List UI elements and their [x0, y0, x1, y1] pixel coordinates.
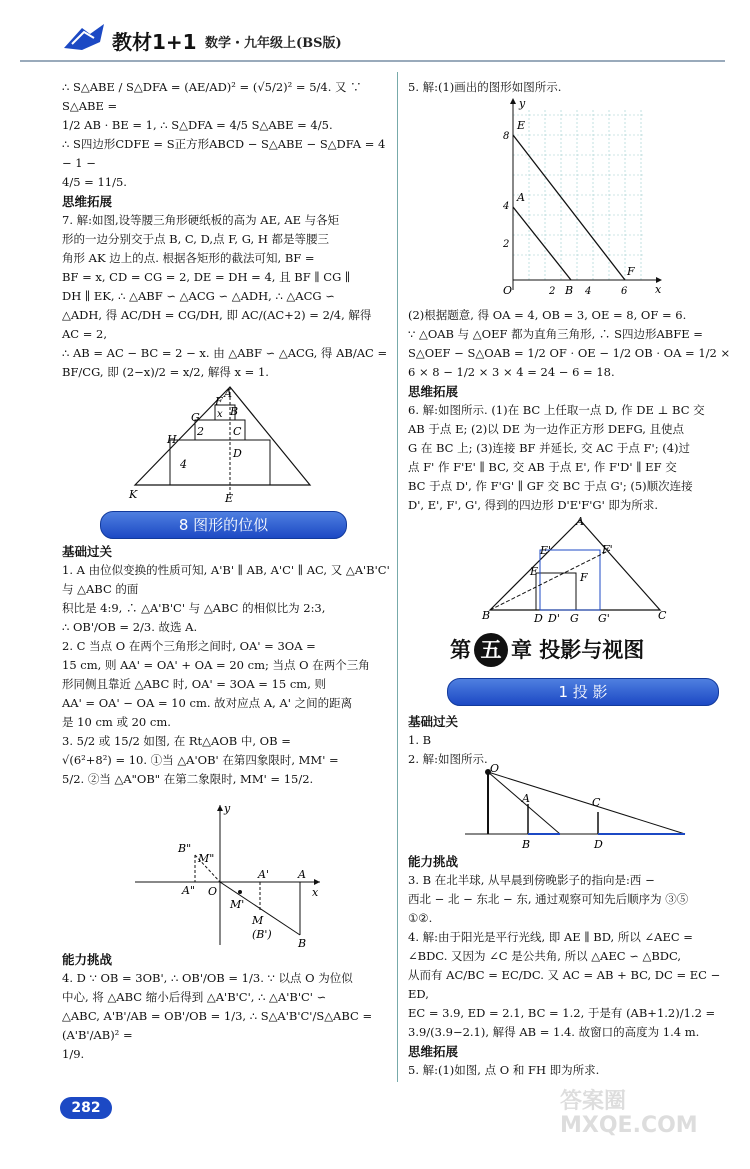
column-divider [397, 72, 398, 1082]
text-line: 点 F' 作 F'E' ∥ BC, 交 AB 于点 E', 作 F'D' ∥ EF 交 [408, 460, 677, 474]
tick-4: 4 [503, 201, 510, 212]
watermark-url: MXQE.COM [560, 1113, 698, 1138]
shadow-projection-figure [460, 762, 690, 852]
text-line: 2. C 当点 O 在两个三角形之间时, OA' = 3OA = [62, 639, 316, 653]
svg-text:M": M" [198, 852, 215, 865]
text-line: 从而有 AC/BC = EC/DC. 又 AC = AB + BC, DC = EC − ED, [408, 968, 721, 1001]
section-banner-1: 1 投 影 [447, 678, 719, 706]
text-line: EC = 3.9, ED = 2.1, BC = 1.2, 于是有 (AB+1.2)/1.2 = [408, 1006, 716, 1020]
text-line: 7. 解:如图,设等腰三角形硬纸板的高为 AE, AE 与各矩 [62, 213, 340, 227]
text-line: 4/5 = 11/5. [62, 175, 127, 189]
text-line: 15 cm, 则 AA' = OA' + OA = 20 cm; 当点 O 在两个三角 [62, 658, 370, 672]
page-number: 282 [60, 1097, 112, 1119]
text-line: 形同侧且靠近 △ABC 时, OA' = 3OA = 15 cm, 则 [62, 677, 327, 691]
grid-coordinate-figure [495, 95, 670, 305]
text-line: 5/2. ②当 △A"OB" 在第二象限时, MM' = 15/2. [62, 772, 314, 786]
text-line: (2)根据题意, 得 OA = 4, OB = 3, OE = 8, OF = 6. [408, 308, 687, 322]
svg-text:E': E' [540, 544, 552, 557]
text-line: 1/9. [62, 1047, 85, 1061]
text-line: S△OEF − S△OAB = 1/2 OF · OE − 1/2 OB · OA = 1/2 × [408, 346, 731, 360]
svg-text:A: A [298, 868, 306, 881]
left-column-bottom [62, 950, 390, 1064]
tick-2: 2 [503, 239, 510, 250]
chapter-number: 五 [474, 633, 508, 667]
svg-text:A: A [576, 515, 584, 528]
point-A-label: A [517, 191, 525, 204]
text-line: BF = x, CD = CG = 2, DE = DH = 4, 且 BF ∥ CG ∥ [62, 270, 351, 284]
text-line: 6. 解:如图所示. (1)在 BC 上任取一点 D, 作 DE ⊥ BC 交 [408, 403, 705, 417]
text-line: 3.9/(3.9−2.1), 解得 AB = 1.4. 故窗口的高度为 1.4 m. [408, 1025, 700, 1039]
svg-text:x: x [312, 886, 319, 899]
svg-text:D': D' [548, 612, 560, 625]
text-line: BF/CG, 即 (2−x)/2 = x/2, 解得 x = 1. [62, 365, 269, 379]
svg-text:D: D [594, 838, 603, 851]
right-column-bottom [408, 852, 742, 1080]
section-banner-8: 8 图形的位似 [100, 511, 347, 539]
text-line: AA' = OA' − OA = 10 cm. 故对应点 A, A' 之间的距离 [62, 696, 353, 710]
svg-text:4: 4 [180, 458, 187, 471]
svg-text:M: M [252, 914, 264, 927]
svg-text:x: x [217, 409, 223, 420]
svg-text:G: G [191, 411, 200, 424]
svg-text:B: B [298, 937, 307, 950]
tick-8: 8 [503, 131, 510, 142]
watermark [560, 1090, 698, 1138]
text-line: D', E', F', G', 得到的四边形 D'E'F'G' 即为所求. [408, 498, 659, 512]
svg-text:F': F' [602, 543, 613, 556]
chapter-title [450, 633, 644, 667]
section-heading: 基础过关 [408, 714, 459, 729]
origin-label: O [503, 284, 513, 297]
svg-text:B: B [230, 405, 239, 418]
section-heading: 思维拓展 [408, 1044, 459, 1059]
text-line: 1/2 AB · BE = 1, ∴ S△DFA = 4/5 S△ABE = 4/5. [62, 118, 333, 132]
text-line: DH ∥ EK, ∴ △ABF ∽ △ACG ∽ △ADH, ∴ △ACG ∽ [62, 289, 335, 303]
triangle-rectangles-figure [125, 385, 315, 505]
text-line: AB 于点 E; (2)以 DE 为一边作正方形 DEFG, 且使点 [408, 422, 685, 436]
inscribed-square-figure [480, 515, 670, 625]
xtick-2: 2 [549, 286, 556, 297]
svg-text:M': M' [230, 898, 245, 911]
svg-text:C: C [233, 425, 242, 438]
svg-text:B: B [522, 838, 531, 851]
text-line: 4. D ∵ OB = 3OB', ∴ OB'/OB = 1/3. ∵ 以点 O 为位似 [62, 971, 353, 985]
svg-text:A: A [224, 387, 232, 400]
text-line: ∴ S△ABE / S△DFA = (AE/AD)² = (√5/2)² = 5/4. 又 ∵ S△ABE = [62, 80, 362, 113]
svg-text:O: O [208, 885, 218, 898]
left-column [62, 78, 390, 382]
svg-text:(B'): (B') [252, 928, 272, 941]
section-heading: 思维拓展 [408, 384, 459, 399]
right-column-mid [408, 306, 742, 515]
text-line: 4. 解:由于阳光是平行光线, 即 AE ∥ BD, 所以 ∠AEC = [408, 930, 693, 944]
section-heading: 能力挑战 [408, 854, 459, 869]
text-line: 6 × 8 − 1/2 × 3 × 4 = 24 − 6 = 18. [408, 365, 615, 379]
text-line: 是 10 cm 或 20 cm. [62, 715, 171, 729]
svg-text:D: D [534, 612, 543, 625]
svg-text:A': A' [258, 868, 269, 881]
text-line: 3. B 在北半球, 从早晨到傍晚影子的指向是:西 − [408, 873, 655, 887]
section-heading: 思维拓展 [62, 194, 113, 209]
axis-label-x: x [655, 283, 662, 296]
svg-text:K: K [129, 488, 138, 501]
text-line: 1. A 由位似变换的性质可知, A'B' ∥ AB, A'C' ∥ AC, 又 △A'B'C' 与 △ABC 的面 [62, 563, 390, 596]
book-brand: 教材1+1 [112, 30, 197, 54]
svg-text:G: G [570, 612, 579, 625]
coordinate-similarity-figure [130, 800, 330, 950]
text-line: ∠BDC. 又因为 ∠C 是公共角, 所以 △AEC ∽ △BDC, [408, 949, 682, 963]
text-line: 角形 AK 边上的点. 根据各矩形的截法可知, BF = [62, 251, 315, 265]
left-column-lower [62, 542, 390, 789]
page-header [0, 0, 750, 62]
svg-text:E: E [225, 492, 234, 505]
svg-text:C: C [592, 796, 601, 809]
text-line: 中心, 将 △ABC 缩小后得到 △A'B'C', ∴ △A'B'C' ∽ [62, 990, 327, 1004]
header-rule [20, 60, 725, 62]
text-line: △ABC, A'B'/AB = OB'/OB = 1/3, ∴ S△A'B'C'/S△ABC = (A'B'/AB)² = [62, 1009, 373, 1042]
text-line: 5. 解:(1)如图, 点 O 和 FH 即为所求. [408, 1063, 600, 1077]
watermark-text: 答案圈 [560, 1089, 627, 1114]
svg-text:B: B [482, 609, 491, 622]
text-line: 5. 解:(1)画出的图形如图所示. [408, 80, 562, 94]
point-E-label: E [517, 119, 526, 132]
text-line: 形的一边分别交于点 B, C, D,点 F, G, H 都是等腰三 [62, 232, 330, 246]
section-heading: 能力挑战 [62, 952, 113, 967]
text-line: ①②. [408, 911, 433, 925]
chapter-name: 章 投影与视图 [511, 638, 645, 662]
text-line: 2. 解:如图所示. [408, 752, 488, 766]
svg-text:G': G' [598, 612, 610, 625]
axis-label-y: y [519, 97, 526, 110]
xtick-4: 4 [585, 286, 592, 297]
svg-text:D: D [233, 447, 242, 460]
right-column-lower [408, 712, 742, 769]
xtick-6: 6 [621, 286, 628, 297]
book-subject: 数学・九年级上(BS版) [205, 36, 342, 51]
book-logo-icon [60, 20, 108, 54]
text-line: 西北 − 北 − 东北 − 东, 通过观察可知先后顺序为 ③⑤ [408, 892, 689, 906]
text-line: 1. B [408, 733, 432, 747]
text-line: ∴ S四边形CDFE = S正方形ABCD − S△ABE − S△DFA = 4 − 1 − [62, 137, 386, 170]
text-line: ∵ △OAB 与 △OEF 都为直角三角形, ∴ S四边形ABFE = [408, 327, 703, 341]
svg-text:B": B" [178, 842, 192, 855]
text-line: √(6²+8²) = 10. ①当 △A'OB' 在第四象限时, MM' = [62, 753, 339, 767]
svg-text:C: C [658, 609, 667, 622]
svg-text:H: H [167, 433, 177, 446]
svg-text:F: F [215, 395, 223, 408]
svg-text:2: 2 [197, 425, 204, 438]
svg-text:A: A [522, 792, 530, 805]
text-line: △ADH, 得 AC/DH = CG/DH, 即 AC/(AC+2) = 2/4, 解得 AC = 2, [62, 308, 372, 341]
svg-text:O: O [490, 762, 500, 775]
section-heading: 基础过关 [62, 544, 113, 559]
chapter-prefix: 第 [450, 638, 471, 662]
text-line: 积比是 4:9, ∴ △A'B'C' 与 △ABC 的相似比为 2:3, [62, 601, 326, 615]
text-line: G 在 BC 上; (3)连接 BF 并延长, 交 AC 于点 F'; (4)过 [408, 441, 691, 455]
svg-text:y: y [224, 802, 231, 815]
text-line: ∴ OB'/OB = 2/3. 故选 A. [62, 620, 198, 634]
point-F-label: F [627, 265, 635, 278]
text-line: ∴ AB = AC − BC = 2 − x. 由 △ABF ∽ △ACG, 得 AB/AC = [62, 346, 388, 360]
svg-text:F: F [580, 571, 588, 584]
text-line: BC 于点 D', 作 F'G' ∥ GF 交 BC 于点 G'; (5)顺次连接 [408, 479, 693, 493]
svg-text:A": A" [182, 884, 196, 897]
svg-text:E: E [530, 565, 539, 578]
point-B-label: B [565, 284, 574, 297]
text-line: 3. 5/2 或 15/2 如图, 在 Rt△AOB 中, OB = [62, 734, 291, 748]
